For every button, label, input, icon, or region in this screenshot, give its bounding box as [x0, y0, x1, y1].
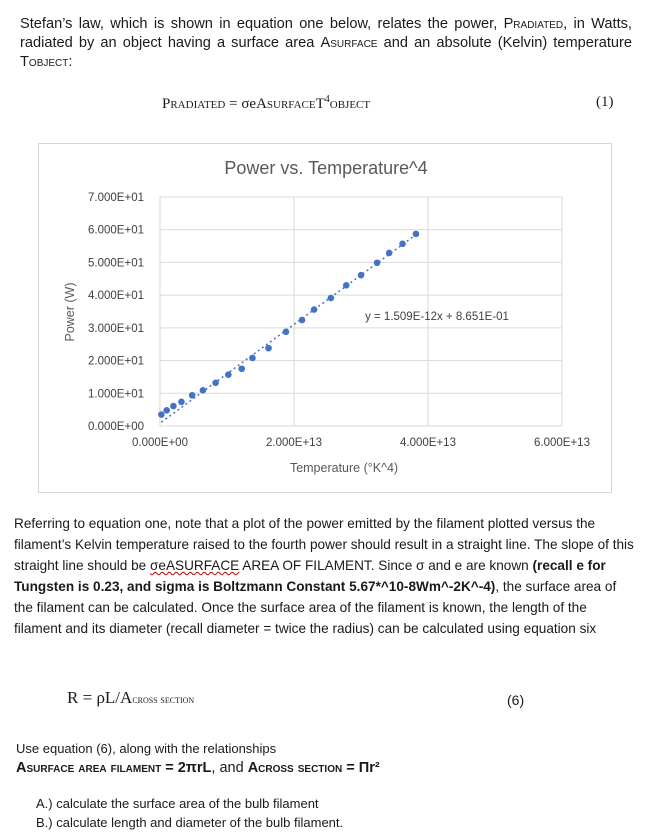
x-tick-label: 0.000E+00 [132, 437, 188, 449]
y-axis-label: Power (W) [63, 282, 77, 342]
equation-lhs: Pradiated [162, 96, 226, 112]
constants-note: (recall e for Tungsten is 0.23, and sigma is Boltzmann Constant 5.67*^10-8Wm^-2K^-4) [14, 558, 606, 594]
y-tick-label: 7.000E+01 [88, 192, 144, 204]
slope-term: σeASURFACE [150, 558, 240, 573]
intro-text-2: , in Watts, radiated by an object having a surface area [20, 16, 632, 51]
y-tick-label: 6.000E+01 [88, 224, 144, 237]
data-point [386, 250, 393, 257]
data-point [358, 272, 365, 279]
data-point [225, 371, 232, 378]
cross-section-term: Across section [247, 760, 343, 776]
equation-temperature: T [315, 96, 325, 112]
temperature-variable: Tobject [20, 54, 69, 70]
explanation-paragraph [14, 513, 636, 639]
trendline-equation: y = 1.509E-12x + 8.651E-01 [365, 311, 509, 323]
equation-object: object [329, 96, 371, 112]
data-point [413, 231, 420, 238]
data-point [238, 365, 245, 372]
y-tick-label: 3.000E+01 [88, 322, 144, 335]
equation-six [67, 688, 194, 708]
surface-area-term: Asurface area filament [16, 760, 162, 776]
data-point [283, 328, 290, 335]
intro-text-4: : [68, 54, 73, 70]
relationships-and: , and [211, 760, 248, 776]
data-point [343, 282, 350, 289]
data-point [158, 411, 165, 418]
data-point [399, 240, 406, 247]
y-tick-label: 0.000E+00 [88, 421, 144, 433]
explanation-text-3: , the surface area of the filament can be calculated. Once the surface area of the filament is known, the length of the filament and its diameter (recall diameter = twice the radius) can be calculated using equation six [14, 579, 617, 636]
data-point [249, 355, 256, 362]
relationships-line [16, 760, 380, 776]
explanation-text-2: AREA OF FILAMENT. Since σ and e are known [239, 558, 533, 573]
equation-equals: = [225, 96, 242, 112]
equation-one-number: (1) [596, 94, 614, 110]
intro-text-1: Stefan’s law, which is shown in equation one below, relates the power, [20, 16, 504, 32]
cross-section-formula: = Πr² [342, 760, 380, 776]
equation-six-rho: ρL/A [96, 688, 133, 707]
use-equation-text: Use equation (6), along with the relationships [16, 741, 277, 756]
equation-area: Asurface [256, 96, 316, 112]
data-point [200, 387, 207, 394]
x-tick-labels [132, 437, 590, 449]
y-tick-label: 1.000E+01 [88, 388, 144, 401]
data-point [178, 398, 185, 405]
data-point [170, 403, 177, 410]
intro-text-3: and an absolute (Kelvin) temperature [377, 35, 632, 51]
surface-area-formula: = 2πrL [161, 760, 212, 776]
x-axis-label: Temperature (°K^4) [289, 461, 399, 475]
equation-exponent: 4 [324, 94, 330, 105]
y-tick-label: 4.000E+01 [88, 290, 144, 303]
chart-title: Power vs. Temperature^4 [224, 158, 428, 178]
data-point [374, 259, 381, 266]
data-point [328, 295, 335, 302]
data-point [299, 317, 306, 324]
data-point [163, 407, 170, 414]
task-a: A.) calculate the surface area of the bulb filament [36, 796, 319, 811]
power-variable: Pradiated [503, 16, 564, 32]
equation-six-lhs: R = [67, 688, 97, 707]
x-tick-label: 6.000E+13 [534, 437, 590, 449]
data-point [265, 345, 272, 352]
equation-six-subscript: cross section [132, 694, 195, 706]
x-tick-label: 4.000E+13 [400, 437, 456, 449]
equation-sigma-e: σe [241, 96, 257, 112]
x-tick-label: 2.000E+13 [266, 437, 322, 449]
y-tick-label: 2.000E+01 [88, 355, 144, 368]
data-point [189, 392, 196, 399]
data-point [311, 306, 318, 313]
y-tick-label: 5.000E+01 [88, 257, 144, 270]
task-b: B.) calculate length and diameter of the bulb filament. [36, 815, 344, 830]
area-variable: Asurface [320, 35, 378, 51]
explanation-text-1: Referring to equation one, note that a plot of the power emitted by the filament plotted versus the filament’s Kelvin temperature raised to the fourth power should result in a straight line. The slope of this straight line should be [14, 516, 634, 573]
data-points [158, 231, 419, 418]
equation-six-number: (6) [507, 692, 525, 708]
data-point [212, 380, 219, 387]
y-tick-labels [88, 192, 144, 433]
